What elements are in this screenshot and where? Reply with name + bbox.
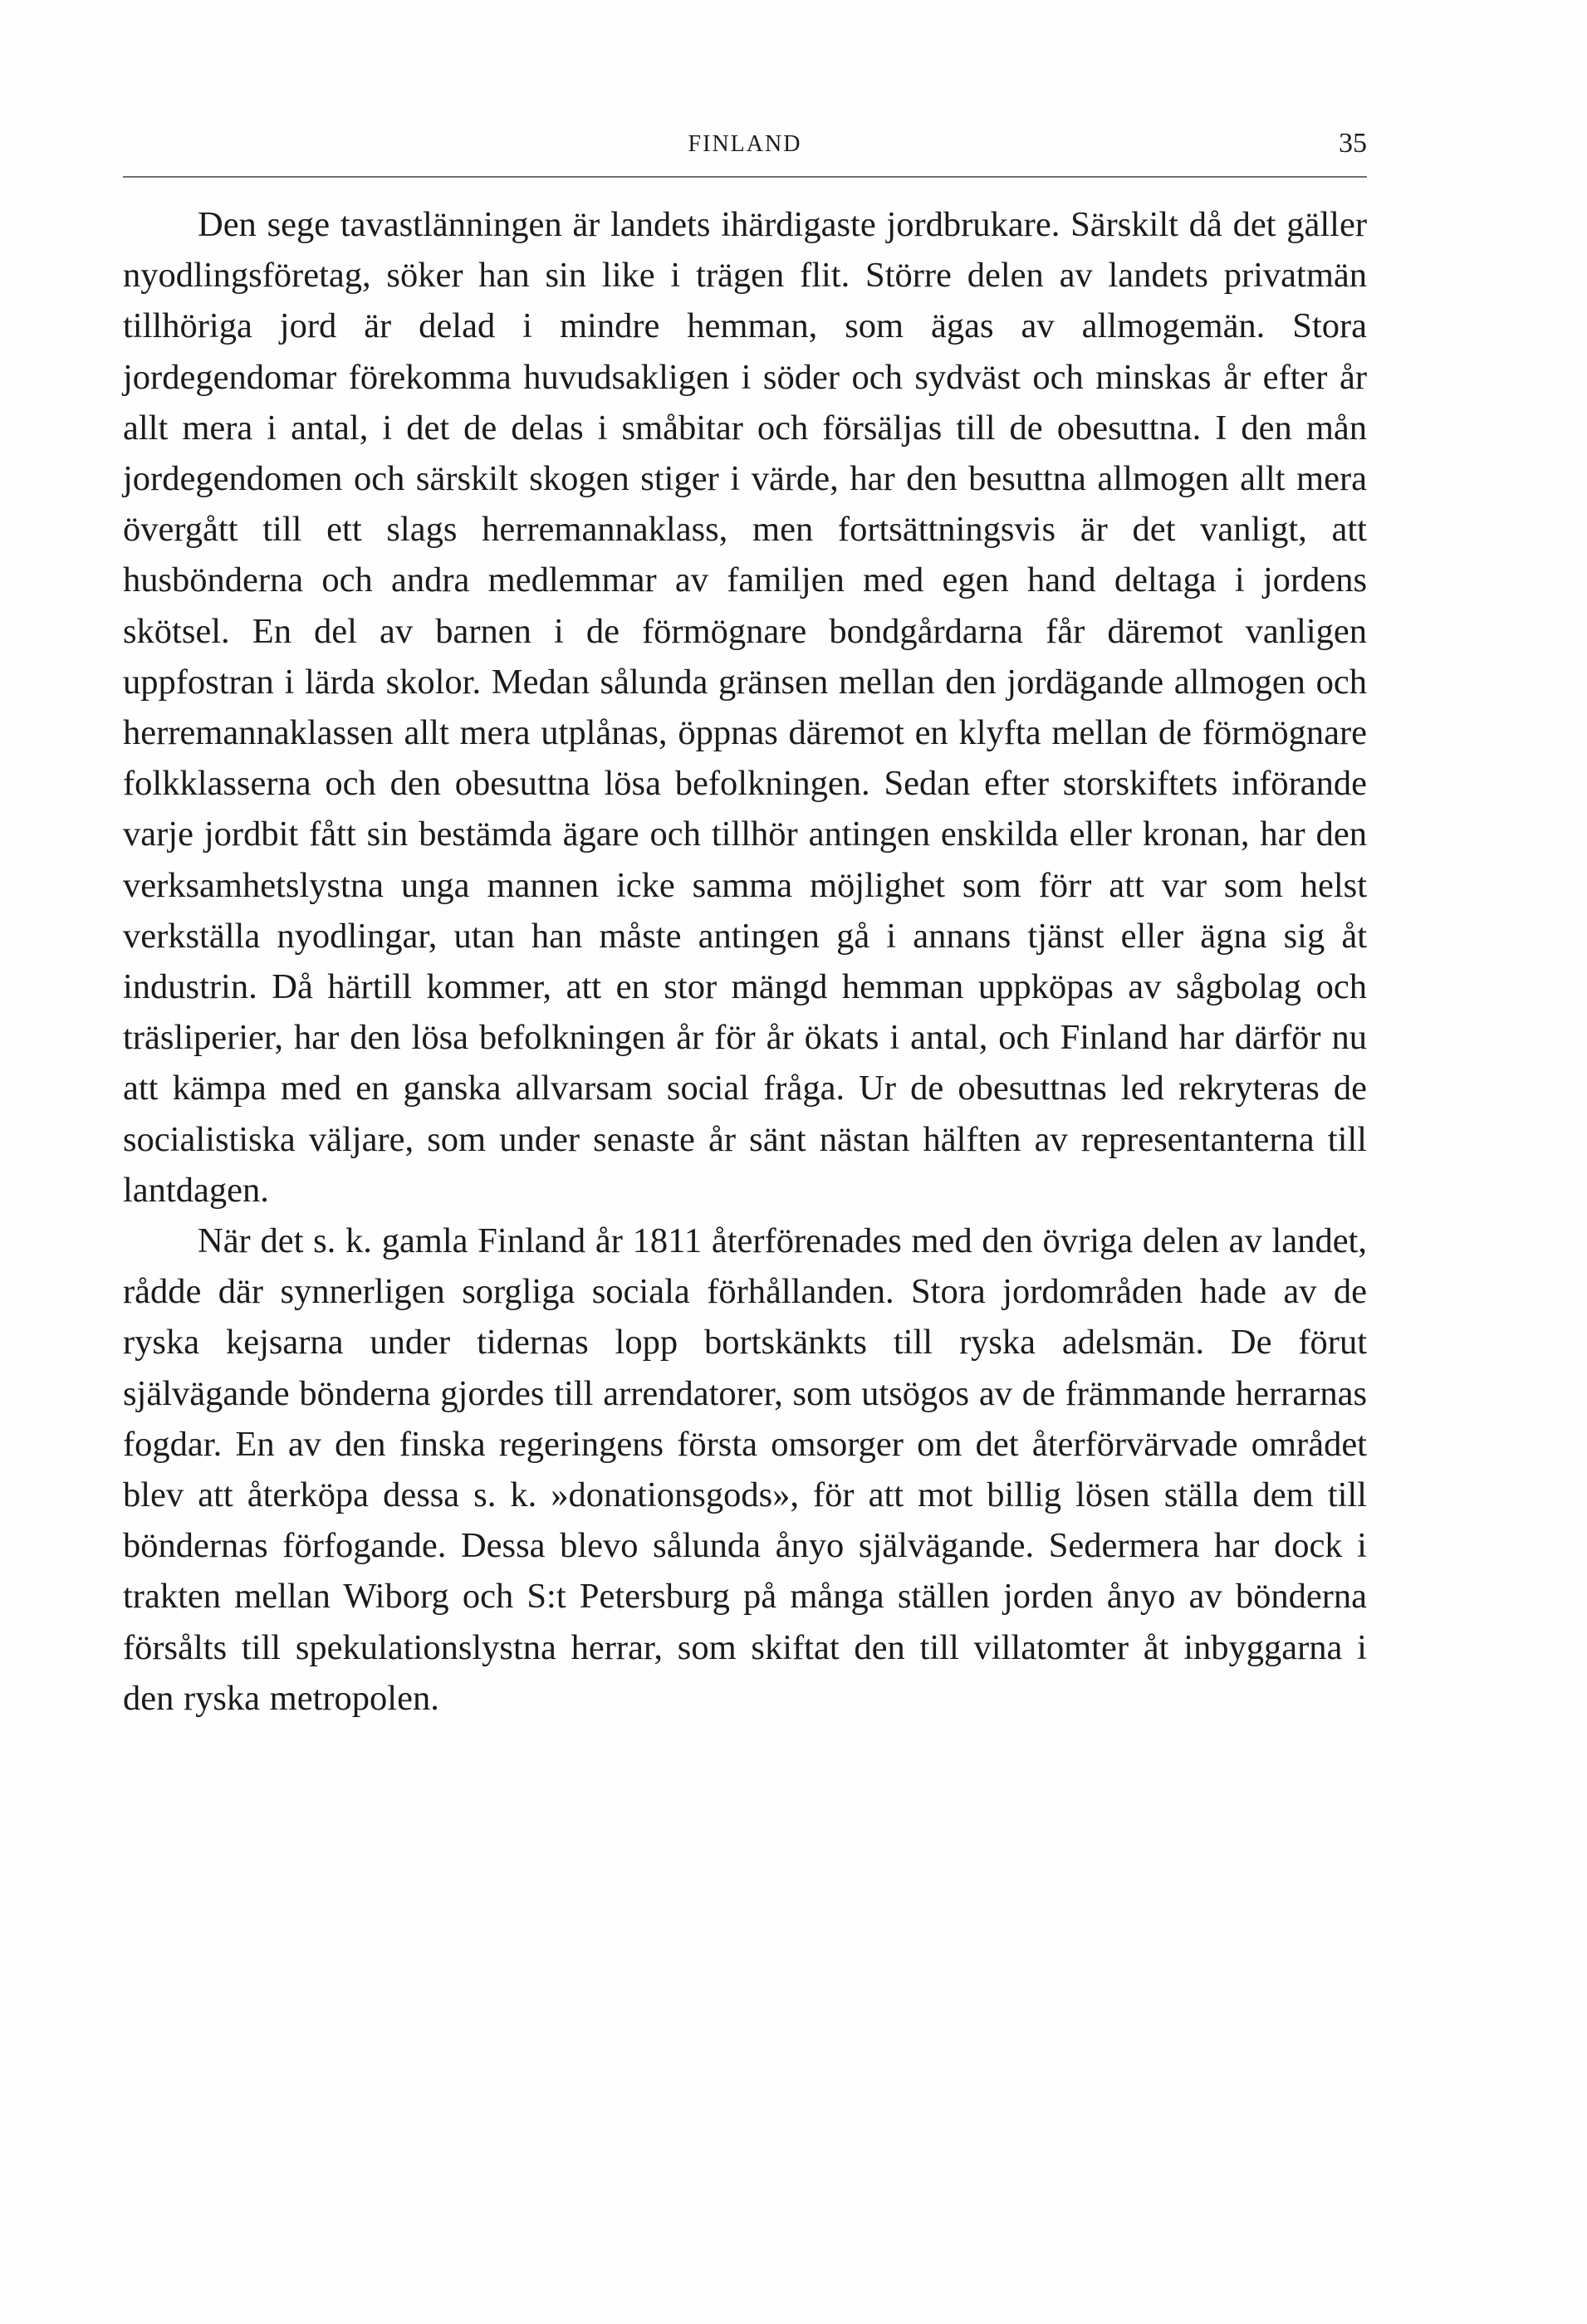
header-rule (123, 176, 1367, 178)
running-head-title: FINLAND (688, 131, 802, 157)
paragraph-1: Den sege tavastlänningen är landets ihärdigaste jordbrukare. Särskilt då det gäller nyodlingsföretag, söker han sin like i trägen flit. Större delen av landets privatmän tillhöriga jord är delad i mindre hemman, som ägas av allmogemän. Stora jordegendomar förekomma huvudsakligen i söder och sydväst och minskas år efter år allt mera i antal, i det de delas i småbitar och försäljas till de obesuttna. I den mån jordegendomen och särskilt skogen stiger i värde, har den besuttna allmogen allt mera övergått till ett slags herremannaklass, men fortsättningsvis är det vanligt, att husbönderna och andra medlemmar av familjen med egen hand deltaga i jordens skötsel. En del av barnen i de förmögnare bondgårdarna får däremot vanligen uppfostran i lärda skolor. Medan sålunda gränsen mellan den jordägande allmogen och herremannaklassen allt mera utplånas, öppnas däremot en klyfta mellan de förmögnare folkklasserna och den obesuttna lösa befolkningen. Sedan efter storskiftets införande varje jordbit fått sin bestämda ägare och tillhör antingen enskilda eller kronan, har den verksamhetslystna unga mannen icke samma möjlighet som förr att var som helst verkställa nyodlingar, utan han måste antingen gå i annans tjänst eller ägna sig åt industrin. Då härtill kommer, att en stor mängd hemman uppköpas av sågbolag och träsliperier, har den lösa befolkningen år för år ökats i antal, och Finland har därför nu att kämpa med en ganska allvarsam social fråga. Ur de obesuttnas led rekryteras de socialistiska väljare, som under senaste år sänt nästan hälften av representanterna till lantdagen. (123, 205, 1367, 1210)
body-text (123, 199, 1367, 1724)
running-head (123, 125, 1367, 174)
paragraph-2: När det s. k. gamla Finland år 1811 återförenades med den övriga delen av landet, rådde där synnerligen sorgliga sociala förhållanden. Stora jordområden hade av de ryska kejsarna under tidernas lopp bortskänkts till ryska adelsmän. De förut självägande bönderna gjordes till arrendatorer, som utsögos av de främmande herrarnas fogdar. En av den finska regeringens första omsorger om det återförvärvade området blev att återköpa dessa s. k. »donationsgods», för att mot billig lösen ställa dem till böndernas förfogande. Dessa blevo sålunda ånyo självägande. Sedermera har dock i trakten mellan Wiborg och S:t Petersburg på många ställen jorden ånyo av bönderna försålts till spekulationslystna herrar, som skiftat den till villatomter åt inbyggarna i den ryska metropolen. (123, 1221, 1367, 1718)
page-number: 35 (1339, 128, 1367, 159)
